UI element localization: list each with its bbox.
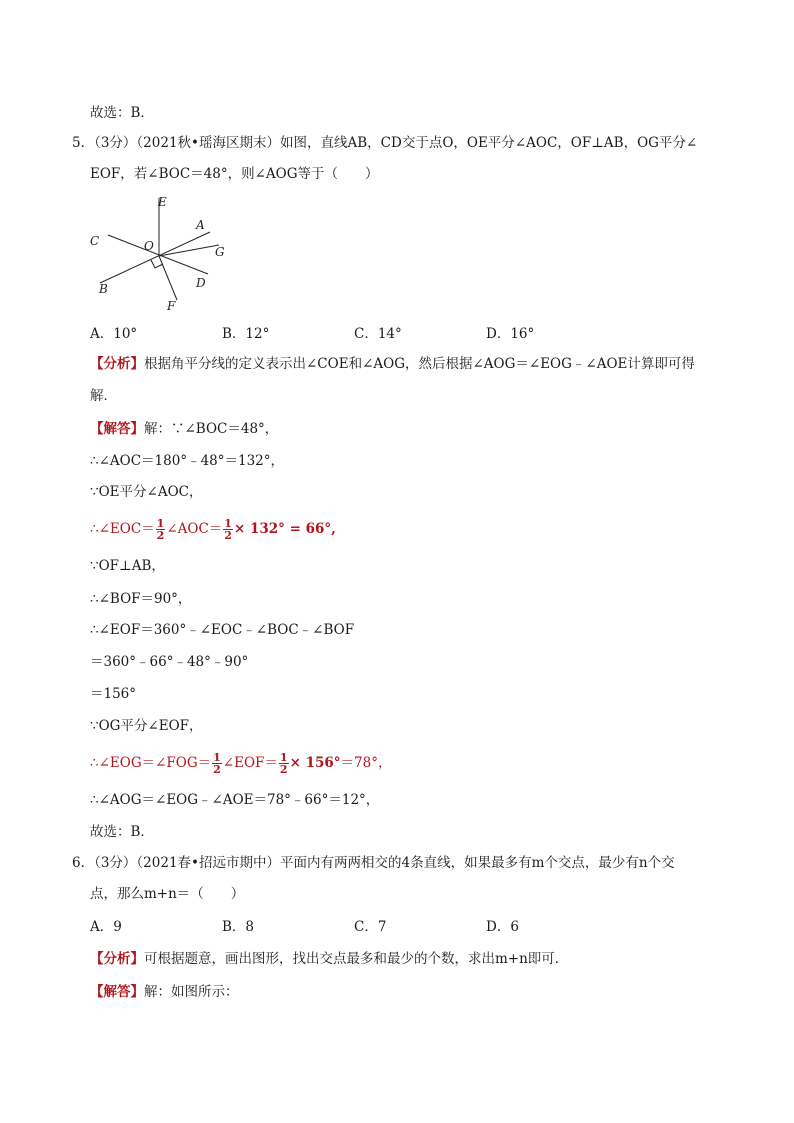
fraction-num: 1 bbox=[279, 751, 288, 764]
q5-step-7: ∴∠EOF＝360°﹣∠EOC﹣∠BOC﹣∠BOF bbox=[90, 622, 355, 638]
label-f: F bbox=[167, 299, 176, 313]
q5-option-b: B．12° bbox=[222, 326, 270, 342]
q5-option-c: C．14° bbox=[354, 326, 402, 342]
q5-step-9: ＝156° bbox=[90, 686, 137, 702]
q6-analysis-text: 可根据题意，画出图形，找出交点最多和最少的个数，求出m+n即可． bbox=[144, 951, 569, 967]
q6-solution-text: 解：如图所示： bbox=[144, 984, 239, 1000]
ray-of bbox=[159, 256, 177, 300]
q5-step-4 bbox=[90, 518, 336, 541]
q6-solution-tag: 【解答】 bbox=[90, 984, 144, 1000]
q5-analysis-line1 bbox=[90, 354, 695, 374]
fraction-half bbox=[279, 752, 289, 775]
q5-step-11-d: ＝78°， bbox=[340, 755, 392, 771]
label-d: D bbox=[196, 276, 206, 290]
q6-header: 6．（3分）（2021春•招远市期中）平面内有两两相交的4条直线，如果最多有m个交点，最少有n个交 bbox=[72, 855, 675, 871]
fraction-half bbox=[223, 518, 233, 541]
label-c: C bbox=[90, 234, 100, 248]
q5-step-11-c: × 156° bbox=[289, 755, 341, 771]
fraction-den: 2 bbox=[213, 763, 221, 776]
fraction-half bbox=[156, 518, 166, 541]
fraction-half bbox=[212, 752, 222, 775]
q6-analysis-tag: 【分析】 bbox=[90, 951, 144, 967]
q5-step-4-c: × 132° = 66°, bbox=[233, 521, 336, 537]
q6-solution bbox=[90, 982, 239, 1002]
q5-step-8: ＝360°﹣66°﹣48°﹣90° bbox=[90, 654, 249, 670]
q5-analysis-tag: 【分析】 bbox=[90, 356, 144, 372]
q6-option-a: A．9 bbox=[90, 919, 122, 935]
fraction-num: 1 bbox=[156, 517, 165, 530]
q6-analysis bbox=[90, 949, 568, 969]
label-e: E bbox=[158, 195, 167, 209]
q5-solution-tag: 【解答】 bbox=[90, 421, 144, 437]
q5-solution-line1 bbox=[90, 419, 278, 439]
fraction-den: 2 bbox=[156, 529, 165, 542]
q5-answer: 故选：B． bbox=[90, 824, 154, 840]
q5-step-6: ∴∠BOF＝90°， bbox=[90, 591, 192, 607]
fraction-num: 1 bbox=[213, 751, 221, 764]
label-a: A bbox=[196, 218, 205, 232]
q5-option-d: D．16° bbox=[486, 326, 535, 342]
q5-step-11 bbox=[90, 752, 391, 775]
label-o: O bbox=[144, 239, 154, 253]
q5-line2: EOF，若∠BOC＝48°，则∠AOG等于（ ） bbox=[90, 166, 379, 182]
q5-step-2: ∴∠AOC＝180°﹣48°＝132°， bbox=[90, 453, 285, 469]
label-b: B bbox=[99, 282, 108, 296]
q5-options bbox=[90, 324, 618, 344]
q5-step-11-a: ∴∠EOG＝∠FOG＝ bbox=[90, 755, 212, 771]
q5-step-4-a: ∴∠EOC＝ bbox=[90, 521, 155, 537]
line-ab bbox=[100, 232, 210, 283]
q6-option-c: C．7 bbox=[354, 919, 387, 935]
answer-prev: 故选：B． bbox=[90, 105, 154, 121]
q6-option-b: B．8 bbox=[222, 919, 255, 935]
q5-step-3: ∵OE平分∠AOC， bbox=[90, 484, 203, 500]
q5-header: 5．（3分）（2021秋•瑶海区期末）如图，直线AB，CD交于点O，OE平分∠AOC，OF⊥AB，OG平分∠ bbox=[72, 135, 698, 151]
fraction-num: 1 bbox=[224, 517, 232, 530]
q5-step-10: ∵OG平分∠EOF， bbox=[90, 718, 203, 734]
q5-step-4-b: ∠AOC＝ bbox=[166, 521, 223, 537]
q6-option-d: D．6 bbox=[486, 919, 519, 935]
q5-option-a: A．10° bbox=[90, 326, 138, 342]
q5-step-1: 解：∵∠BOC＝48°， bbox=[144, 421, 279, 437]
q5-geometry-figure bbox=[88, 192, 238, 318]
label-g: G bbox=[215, 245, 225, 259]
q5-step-11-b: ∠EOF＝ bbox=[222, 755, 278, 771]
ray-og bbox=[159, 245, 219, 256]
q5-step-12: ∴∠AOG＝∠EOG﹣∠AOE＝78°﹣66°＝12°， bbox=[90, 792, 380, 808]
q5-analysis-text-1: 根据角平分线的定义表示出∠COE和∠AOG，然后根据∠AOG＝∠EOG﹣∠AOE计算即可得 bbox=[144, 356, 695, 372]
q5-step-5: ∵OF⊥AB， bbox=[90, 558, 165, 574]
q5-analysis-line2: 解． bbox=[90, 388, 117, 404]
line-cd bbox=[108, 235, 208, 274]
fraction-den: 2 bbox=[279, 763, 288, 776]
q6-options bbox=[90, 917, 618, 937]
fraction-den: 2 bbox=[224, 529, 232, 542]
q6-line2: 点，那么m+n＝（ ） bbox=[90, 886, 245, 902]
